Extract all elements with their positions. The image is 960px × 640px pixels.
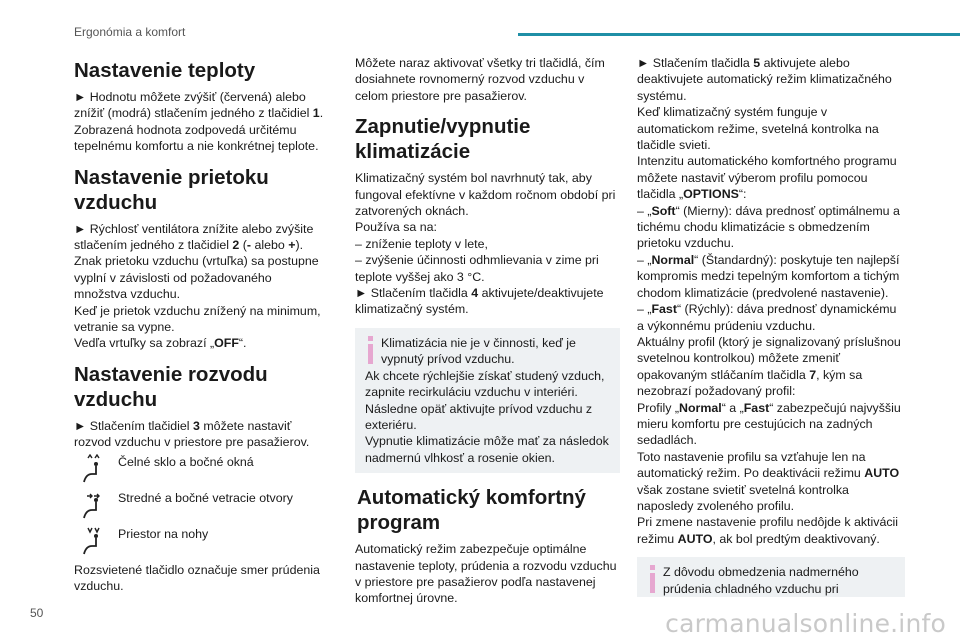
paragraph: Znak prietoku vzduchu (vrtuľka) sa postupne vyplní v závislosti od požadovaného množstva vzduchu. <box>74 254 319 302</box>
paragraph: Keď klimatizačný systém funguje v automatickom režime, svetelná kontrolka na tlačidle svieti. <box>637 105 879 153</box>
heading-temperature: Nastavenie teploty <box>74 59 256 82</box>
center-vent-icon <box>74 490 118 522</box>
paragraph: Môžete naraz aktivovať všetky tri tlačidlá, čím dosiahnete rovnomerný rozvod vzduchu v celom priestore pre pasažierov. <box>355 56 605 103</box>
watermark: carmanualsonline.info <box>665 609 946 638</box>
heading-distribution: Nastavenie rozvodu vzduchu <box>74 362 268 411</box>
header-accent-bar <box>518 33 960 36</box>
paragraph: Keď je prietok vzduchu znížený na minimum, vetranie sa vypne. <box>74 303 321 335</box>
windscreen-vent-icon <box>74 454 118 486</box>
paragraph: Profily „Normal“ a „Fast“ zabezpečujú najvyššiu mieru komfortu pre cestujúcich na zadných sedadlách. <box>637 400 901 448</box>
distribution-feet <box>74 526 326 558</box>
paragraph: Toto nastavenie profilu sa vzťahuje len na automatický režim. Po deaktivácii režimu AUTO však zostane svietiť svetelná kontrolka naposledy zvoleného profilu. <box>637 449 900 513</box>
icon-label: Priestor na nohy <box>118 526 209 541</box>
info-text: Ak chcete rýchlejšie získať studený vzduch, zapnite recirkuláciu vzduchu v interiéri. Následne opäť aktivujte prívod vzduchu z exteriéru. <box>365 368 605 432</box>
paragraph: Vedľa vrtuľky sa zobrazí „OFF“. <box>74 336 247 351</box>
info-icon <box>365 336 377 364</box>
paragraph: – „Fast“ (Rýchly): dáva prednosť dynamickému a výkonnému prúdeniu vzduchu. <box>637 302 897 333</box>
heading-airflow: Nastavenie prietoku vzduchu <box>74 165 269 214</box>
distribution-center <box>74 490 326 522</box>
info-box <box>355 328 620 473</box>
distribution-windscreen <box>74 454 326 486</box>
paragraph: ► Stlačením tlačidla 5 aktivujete alebo deaktivujete automatický režim klimatizačného systému. <box>637 56 892 103</box>
paragraph: Rozsvietené tlačidlo označuje smer prúdenia vzduchu. <box>74 562 320 594</box>
column-1 <box>74 52 326 595</box>
footwell-vent-icon <box>74 526 118 558</box>
paragraph: – zvýšenie účinnosti odhmlievania v zime pri teplote vyššej ako 3 °C. <box>355 253 599 284</box>
column-3 <box>637 55 905 609</box>
paragraph: ► Hodnotu môžete zvýšiť (červená) alebo znížiť (modrá) stlačením jedného z tlačidiel 1. <box>74 90 324 121</box>
paragraph: Automatický režim zabezpečuje optimálne nastavenie teploty, prúdenia a rozvodu vzduchu v priestore pre pasažierov podľa nastavenej komfortnej úrovne. <box>355 542 617 606</box>
icon-label: Stredné a bočné vetracie otvory <box>118 490 293 505</box>
page-number: 50 <box>30 606 44 620</box>
paragraph: Aktuálny profil (ktorý je signalizovaný príslušnou svetelnou kontrolkou) môžete zmeniť opakovaným stláčaním tlačidla 7, kým sa nezobrazí požadovaný profil: <box>637 334 901 399</box>
paragraph: – zníženie teploty v lete, <box>355 236 488 251</box>
section-title: Ergonómia a komfort <box>74 25 186 39</box>
info-text: Z dôvodu obmedzenia nadmerného prúdenia chladného vzduchu pri <box>663 565 859 596</box>
paragraph: Používa sa na: <box>355 220 437 235</box>
paragraph: ► Rýchlosť ventilátora znížite alebo zvýšite stlačením jedného z tlačidiel 2 (- alebo +). <box>74 221 314 253</box>
heading-ac: Zapnutie/vypnutie klimatizácie <box>355 115 531 164</box>
heading-auto: Automatický komfortný program <box>357 486 586 535</box>
paragraph: Klimatizačný systém bol navrhnutý tak, aby fungoval efektívne v každom ročnom období pri zatvorených oknách. <box>355 171 616 219</box>
paragraph: ► Stlačením tlačidiel 3 môžete nastaviť rozvod vzduchu v priestore pre pasažierov. <box>74 418 310 450</box>
info-text: Vypnutie klimatizácie môže mať za následok nadmernú vlhkosť a rosenie okien. <box>365 434 609 465</box>
info-icon <box>647 565 659 593</box>
info-text: Klimatizácia nie je v činnosti, keď je vypnutý prívod vzduchu. <box>381 335 576 367</box>
info-box <box>637 557 905 597</box>
column-2 <box>355 55 620 607</box>
paragraph: Pri zmene nastavenie profilu nedôjde k aktivácii režimu AUTO, ak bol predtým deaktivovaný. <box>637 515 899 546</box>
paragraph: Intenzitu automatického komfortného programu môžete nastaviť výberom profilu pomocou tlačidla „OPTIONS“: <box>637 154 897 202</box>
paragraph: – „Soft“ (Mierny): dáva prednosť optimálnemu a tichému chodu klimatizácie s obmedzením prietoku vzduchu. <box>637 203 900 251</box>
paragraph: – „Normal“ (Štandardný): poskytuje ten najlepší kompromis medzi tepelným komfortom a tichým chodom klimatizácie (predvolené nastavenie). <box>637 252 900 300</box>
paragraph: ► Stlačením tlačidla 4 aktivujete/deaktivujete klimatizačný systém. <box>355 286 604 317</box>
icon-label: Čelné sklo a bočné okná <box>118 454 254 469</box>
paragraph: Zobrazená hodnota zodpovedá určitému tepelnému komfortu a nie konkrétnej teplote. <box>74 122 319 154</box>
